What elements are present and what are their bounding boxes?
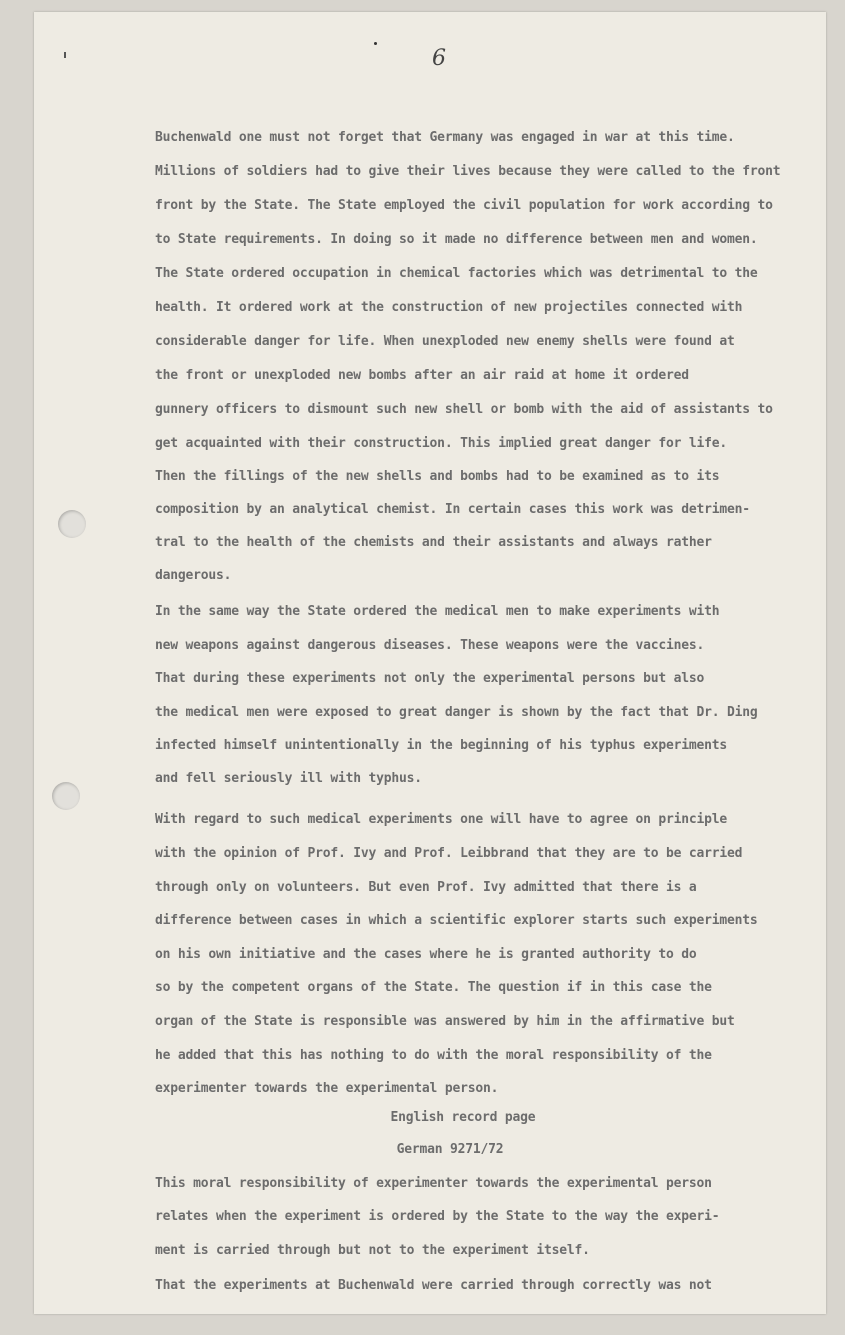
text-line: In the same way the State ordered the medical men to make experiments with: [155, 604, 720, 619]
text-line: the front or unexploded new bombs after an air raid at home it ordered: [155, 368, 689, 383]
text-line: This moral responsibility of experimenter towards the experimental person: [155, 1176, 712, 1191]
text-line: front by the State. The State employed the civil population for work according to: [155, 198, 773, 213]
punch-hole: [52, 782, 80, 810]
text-line: through only on volunteers. But even Prof. Ivy admitted that there is a: [155, 880, 697, 895]
page-number: 6: [432, 46, 446, 71]
text-line: Buchenwald one must not forget that Germany was engaged in war at this time.: [155, 130, 735, 145]
text-line: That the experiments at Buchenwald were carried through correctly was not: [155, 1278, 712, 1293]
text-line: With regard to such medical experiments one will have to agree on principle: [155, 812, 727, 827]
text-line: difference between cases in which a scientific explorer starts such experiments: [155, 913, 758, 928]
text-line: The State ordered occupation in chemical factories which was detrimental to the: [155, 266, 758, 281]
text-line: on his own initiative and the cases where he is granted authority to do: [155, 947, 697, 962]
text-line: composition by an analytical chemist. In certain cases this work was detrimen-: [155, 502, 750, 517]
text-line: considerable danger for life. When unexploded new enemy shells were found at: [155, 334, 735, 349]
text-line: new weapons against dangerous diseases. These weapons were the vaccines.: [155, 638, 705, 653]
ink-dot: [374, 42, 377, 45]
document-page: [34, 12, 826, 1314]
text-line: experimenter towards the experimental person.: [155, 1081, 499, 1096]
text-line: to State requirements. In doing so it made no difference between men and women.: [155, 232, 758, 247]
text-line: health. It ordered work at the construction of new projectiles connected with: [155, 300, 743, 315]
text-line: infected himself unintentionally in the beginning of his typhus experiments: [155, 738, 727, 753]
edge-mark: [64, 52, 66, 58]
text-line: tral to the health of the chemists and their assistants and always rather: [155, 535, 712, 550]
record-page-heading: English record page: [390, 1110, 536, 1125]
text-line: and fell seriously ill with typhus.: [155, 771, 422, 786]
text-line: he added that this has nothing to do with the moral responsibility of the: [155, 1048, 712, 1063]
text-line: relates when the experiment is ordered by the State to the way the experi-: [155, 1209, 720, 1224]
text-line: That during these experiments not only the experimental persons but also: [155, 671, 705, 686]
punch-hole: [58, 510, 86, 538]
text-line: gunnery officers to dismount such new shell or bomb with the aid of assistants to: [155, 402, 773, 417]
text-line: the medical men were exposed to great danger is shown by the fact that Dr. Ding: [155, 705, 758, 720]
text-line: get acquainted with their construction. This implied great danger for life.: [155, 436, 727, 451]
text-line: dangerous.: [155, 568, 232, 583]
record-page-reference: German 9271/72: [396, 1142, 504, 1157]
text-line: organ of the State is responsible was answered by him in the affirmative but: [155, 1014, 735, 1029]
text-line: with the opinion of Prof. Ivy and Prof. Leibbrand that they are to be carried: [155, 846, 743, 861]
text-line: so by the competent organs of the State. The question if in this case the: [155, 980, 712, 995]
text-line: ment is carried through but not to the experiment itself.: [155, 1243, 590, 1258]
text-line: Then the fillings of the new shells and bombs had to be examined as to its: [155, 469, 720, 484]
text-line: Millions of soldiers had to give their lives because they were called to the front: [155, 164, 781, 179]
